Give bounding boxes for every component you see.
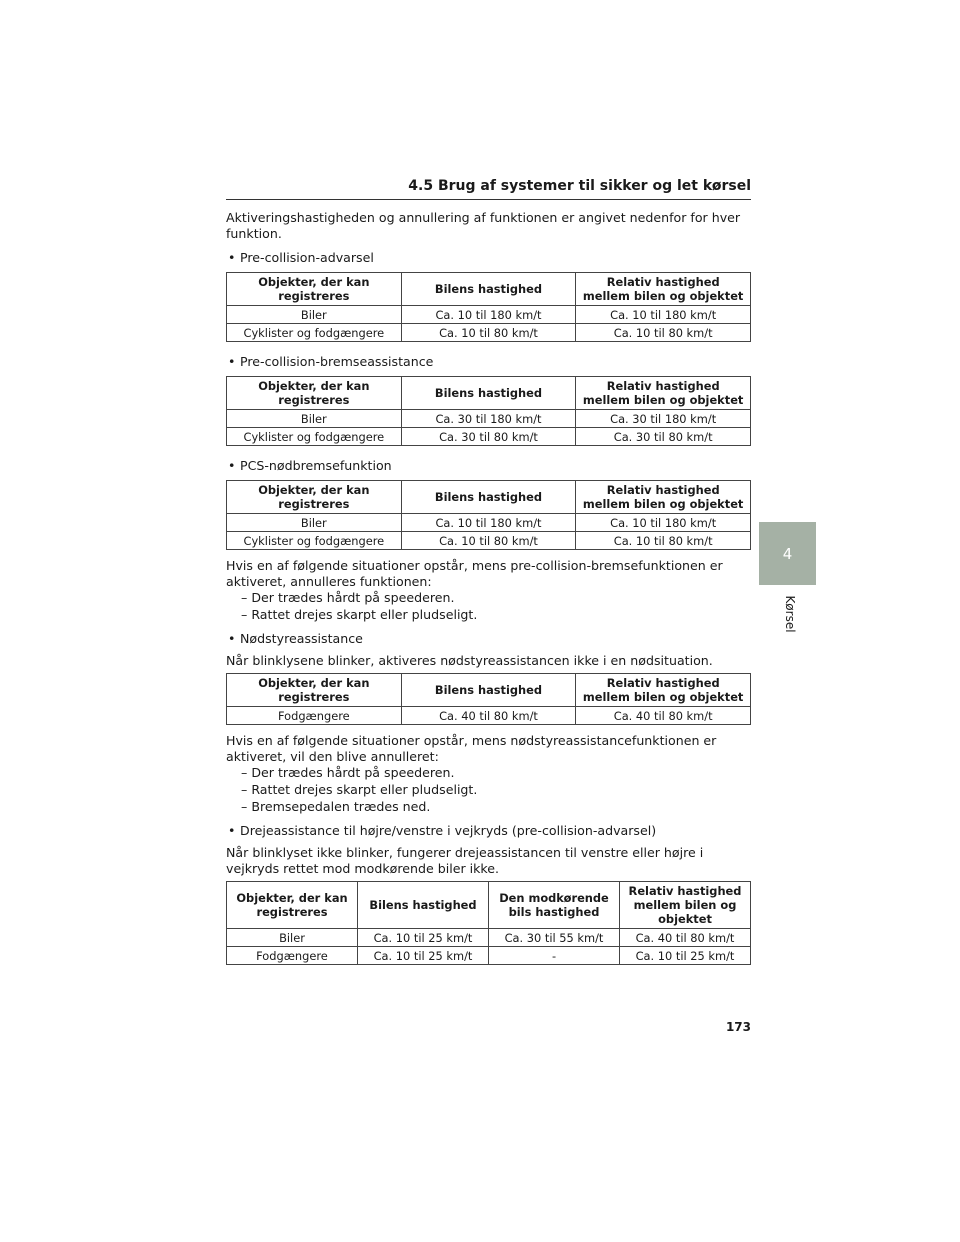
header-divider	[226, 199, 751, 200]
col-header: Relativ hastighed mellem bilen og objektet	[576, 481, 751, 514]
table-cell: Cyklister og fodgængere	[227, 324, 402, 342]
table-row	[227, 306, 751, 324]
chapter-number: 4	[782, 544, 793, 563]
section5-note: Når blinklyset ikke blinker, fungerer drejeassistancen til venstre eller højre i vejkryds rettet mod modkørende biler ikke.	[226, 845, 704, 876]
col-header: Relativ hastighed mellem bilen og objektet	[576, 377, 751, 410]
bullet-icon: •	[228, 458, 236, 473]
section4-cancel-item: – Bremsepedalen trædes ned.	[241, 799, 431, 814]
section1-title: • Pre-collision-advarsel	[228, 250, 374, 265]
table-cell: Ca. 10 til 80 km/t	[401, 324, 576, 342]
table-row	[227, 514, 751, 532]
section2-title: • Pre-collision-bremseassistance	[228, 354, 434, 369]
col-header: Bilens hastighed	[401, 481, 576, 514]
intro-text: Aktiveringshastigheden og annullering af funktionen er angivet nedenfor for hver funktion.	[226, 210, 741, 241]
col-header: Relativ hastighed mellem bilen og objektet	[576, 674, 751, 707]
table-cell: Ca. 40 til 80 km/t	[576, 707, 751, 725]
section1-table	[226, 272, 751, 342]
table-cell: Ca. 10 til 180 km/t	[401, 306, 576, 324]
section5-table	[226, 881, 751, 965]
section3-cancel-item: – Der trædes hårdt på speederen.	[241, 590, 455, 605]
col-header: Bilens hastighed	[401, 674, 576, 707]
col-header: Bilens hastighed	[401, 377, 576, 410]
table-cell: Ca. 10 til 25 km/t	[358, 929, 489, 947]
bullet-icon: •	[228, 354, 236, 369]
table-cell: Ca. 40 til 80 km/t	[401, 707, 576, 725]
table-cell: Ca. 30 til 80 km/t	[576, 428, 751, 446]
col-header: Objekter, der kan registreres	[227, 481, 402, 514]
section4-cancel-text: Hvis en af følgende situationer opstår, mens nødstyreassistancefunktionen er aktiveret, vil den blive annulleret:	[226, 733, 717, 764]
table-cell: Ca. 10 til 25 km/t	[620, 947, 751, 965]
table-cell: -	[489, 947, 620, 965]
table-cell: Ca. 10 til 80 km/t	[576, 324, 751, 342]
table-cell: Biler	[227, 410, 402, 428]
bullet-icon: •	[228, 631, 236, 646]
table-row	[227, 428, 751, 446]
col-header: Objekter, der kan registreres	[227, 882, 358, 929]
section4-cancel-item: – Der trædes hårdt på speederen.	[241, 765, 455, 780]
table-row	[227, 532, 751, 550]
table-cell: Ca. 30 til 80 km/t	[401, 428, 576, 446]
col-header: Objekter, der kan registreres	[227, 273, 402, 306]
table-cell: Ca. 10 til 80 km/t	[401, 532, 576, 550]
table-cell: Ca. 10 til 25 km/t	[358, 947, 489, 965]
table-row	[227, 410, 751, 428]
section4-table	[226, 673, 751, 725]
table-cell: Ca. 30 til 180 km/t	[401, 410, 576, 428]
table-cell: Fodgængere	[227, 947, 358, 965]
table-row	[227, 324, 751, 342]
table-cell: Ca. 10 til 180 km/t	[576, 306, 751, 324]
section3-cancel-item: – Rattet drejes skarpt eller pludseligt.	[241, 607, 478, 622]
col-header: Objekter, der kan registreres	[227, 377, 402, 410]
table-cell: Ca. 40 til 80 km/t	[620, 929, 751, 947]
table-cell: Ca. 30 til 180 km/t	[576, 410, 751, 428]
table-cell: Biler	[227, 306, 402, 324]
col-header: Bilens hastighed	[401, 273, 576, 306]
table-cell: Biler	[227, 514, 402, 532]
section4-title: • Nødstyreassistance	[228, 631, 363, 646]
page-number: 173	[725, 1020, 751, 1034]
section4-note: Når blinklysene blinker, aktiveres nødstyreassistancen ikke i en nødsituation.	[226, 653, 713, 668]
table-cell: Ca. 10 til 80 km/t	[576, 532, 751, 550]
page-header: 4.5 Brug af systemer til sikker og let kørsel	[408, 178, 751, 194]
table-cell: Fodgængere	[227, 707, 402, 725]
table-cell: Ca. 10 til 180 km/t	[401, 514, 576, 532]
col-header: Objekter, der kan registreres	[227, 674, 402, 707]
section5-title: • Drejeassistance til højre/venstre i vejkryds (pre-collision-advarsel)	[228, 823, 657, 838]
section2-table	[226, 376, 751, 446]
section3-title: • PCS-nødbremsefunktion	[228, 458, 392, 473]
table-row	[227, 929, 751, 947]
table-cell: Cyklister og fodgængere	[227, 428, 402, 446]
col-header: Bilens hastighed	[358, 882, 489, 929]
table-cell: Cyklister og fodgængere	[227, 532, 402, 550]
section3-table	[226, 480, 751, 550]
section4-cancel-item: – Rattet drejes skarpt eller pludseligt.	[241, 782, 478, 797]
bullet-icon: •	[228, 823, 236, 838]
chapter-label: Kørsel	[783, 595, 797, 633]
main-content	[226, 210, 751, 977]
table-cell: Ca. 10 til 180 km/t	[576, 514, 751, 532]
col-header: Den modkørende bils hastighed	[489, 882, 620, 929]
table-cell: Ca. 30 til 55 km/t	[489, 929, 620, 947]
table-row	[227, 707, 751, 725]
table-row	[227, 947, 751, 965]
bullet-icon: •	[228, 250, 236, 265]
col-header: Relativ hastighed mellem bilen og objektet	[576, 273, 751, 306]
section3-cancel-text: Hvis en af følgende situationer opstår, mens pre-collision-bremsefunktionen er aktiveret, annulleres funktionen:	[226, 558, 723, 589]
col-header: Relativ hastighed mellem bilen og objektet	[620, 882, 751, 929]
table-cell: Biler	[227, 929, 358, 947]
